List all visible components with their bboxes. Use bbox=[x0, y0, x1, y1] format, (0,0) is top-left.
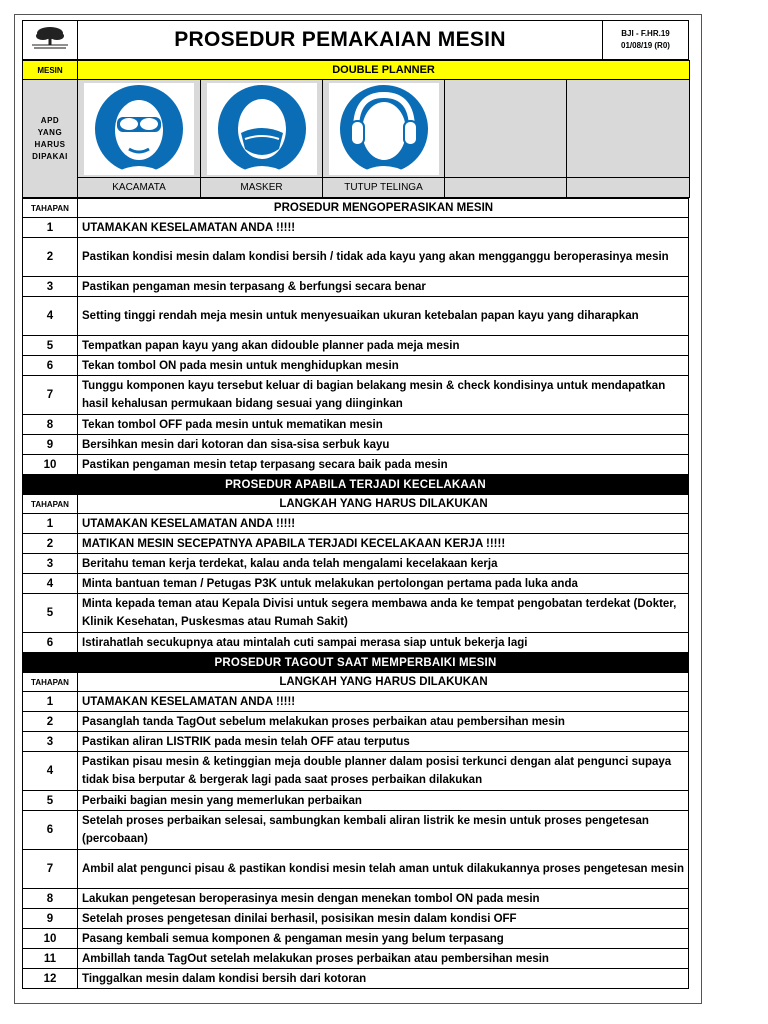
machine-apd-table bbox=[22, 60, 690, 198]
step-text: Pastikan aliran LISTRIK pada mesin telah OFF atau terputus bbox=[78, 732, 689, 752]
face-mask-icon bbox=[207, 83, 317, 175]
step-text: Tekan tombol ON pada mesin untuk menghidupkan mesin bbox=[78, 356, 689, 376]
apd-image-cell bbox=[78, 80, 201, 178]
step-text: Minta kepada teman atau Kepala Divisi untuk segera membawa anda ke tempat pengobatan terdekat (Dokter, Klinik Kesehatan, Puskesmas atau Rumah Sakit) bbox=[78, 594, 689, 633]
step-number: 10 bbox=[23, 929, 78, 949]
step-number: 5 bbox=[23, 336, 78, 356]
step-text: Istirahatlah secukupnya atau mintalah cuti sampai merasa siap untuk bekerja lagi bbox=[78, 633, 689, 653]
step-number: 2 bbox=[23, 238, 78, 277]
step-text: Tekan tombol OFF pada mesin untuk mematikan mesin bbox=[78, 415, 689, 435]
step-text: Beritahu teman kerja terdekat, kalau anda telah mengalami kecelakaan kerja bbox=[78, 554, 689, 574]
step-text: Bersihkan mesin dari kotoran dan sisa-sisa serbuk kayu bbox=[78, 435, 689, 455]
step-text: Perbaiki bagian mesin yang memerlukan perbaikan bbox=[78, 791, 689, 811]
step-number: 10 bbox=[23, 455, 78, 475]
procedure-sheet bbox=[22, 20, 689, 989]
step-number: 4 bbox=[23, 574, 78, 594]
step-text: Minta bantuan teman / Petugas P3K untuk melakukan pertolongan pertama pada luka anda bbox=[78, 574, 689, 594]
safety-glasses-icon bbox=[84, 83, 194, 175]
step-text: UTAMAKAN KESELAMATAN ANDA !!!!! bbox=[78, 514, 689, 534]
step-text: Setelah proses pengetesan dinilai berhasil, posisikan mesin dalam kondisi OFF bbox=[78, 909, 689, 929]
step-number: 5 bbox=[23, 594, 78, 633]
step-number: 9 bbox=[23, 909, 78, 929]
company-logo bbox=[23, 21, 78, 60]
step-text: Pasanglah tanda TagOut sebelum melakukan proses perbaikan atau pembersihan mesin bbox=[78, 712, 689, 732]
apd-label-line: DIPAKAI bbox=[32, 151, 68, 161]
step-text: Pastikan pengaman mesin tetap terpasang secara baik pada mesin bbox=[78, 455, 689, 475]
step-number: 8 bbox=[23, 415, 78, 435]
step-text: Ambillah tanda TagOut setelah melakukan proses perbaikan atau pembersihan mesin bbox=[78, 949, 689, 969]
step-number: 2 bbox=[23, 712, 78, 732]
apd-label-line: YANG bbox=[37, 127, 63, 137]
tree-logo-icon bbox=[28, 24, 72, 52]
procedure-table bbox=[22, 198, 689, 989]
step-text: Pastikan kondisi mesin dalam kondisi bersih / tidak ada kayu yang akan mengganggu beroperasinya mesin bbox=[78, 238, 689, 277]
doc-date: 01/08/19 (R0) bbox=[621, 41, 670, 50]
section-title-bar: PROSEDUR TAGOUT SAAT MEMPERBAIKI MESIN bbox=[23, 653, 689, 673]
ear-protection-icon bbox=[329, 83, 439, 175]
step-number: 1 bbox=[23, 692, 78, 712]
step-text: UTAMAKAN KESELAMATAN ANDA !!!!! bbox=[78, 692, 689, 712]
step-text: Pasang kembali semua komponen & pengaman mesin yang belum terpasang bbox=[78, 929, 689, 949]
step-number: 11 bbox=[23, 949, 78, 969]
step-text: Tempatkan papan kayu yang akan didouble planner pada meja mesin bbox=[78, 336, 689, 356]
header-table bbox=[22, 20, 689, 60]
step-number: 3 bbox=[23, 732, 78, 752]
step-number: 6 bbox=[23, 633, 78, 653]
step-text: Setelah proses perbaikan selesai, sambungkan kembali aliran listrik ke mesin untuk proses pengetesan (percobaan) bbox=[78, 811, 689, 850]
apd-name: MASKER bbox=[201, 178, 323, 198]
step-text: Tunggu komponen kayu tersebut keluar di bagian belakang mesin & check kondisinya untuk mendapatkan hasil kehalusan permukaan bidang sesuai yang diinginkan bbox=[78, 376, 689, 415]
section-heading: PROSEDUR MENGOPERASIKAN MESIN bbox=[78, 199, 689, 218]
section-heading: LANGKAH YANG HARUS DILAKUKAN bbox=[78, 673, 689, 692]
step-number: 7 bbox=[23, 850, 78, 889]
step-number: 3 bbox=[23, 277, 78, 297]
step-number: 4 bbox=[23, 297, 78, 336]
step-number: 3 bbox=[23, 554, 78, 574]
apd-image-cell bbox=[323, 80, 445, 178]
step-text: Tinggalkan mesin dalam kondisi bersih dari kotoran bbox=[78, 969, 689, 989]
step-number: 12 bbox=[23, 969, 78, 989]
apd-image-cell bbox=[201, 80, 323, 178]
apd-image-cell-empty bbox=[567, 80, 690, 178]
step-number: 2 bbox=[23, 534, 78, 554]
apd-name bbox=[567, 178, 690, 198]
step-number: 4 bbox=[23, 752, 78, 791]
step-number: 6 bbox=[23, 356, 78, 376]
step-number: 1 bbox=[23, 218, 78, 238]
step-text: Ambil alat pengunci pisau & pastikan kondisi mesin telah aman untuk dilakukannya proses pengetesan mesin bbox=[78, 850, 689, 889]
step-column-label: TAHAPAN bbox=[23, 199, 78, 218]
mesin-label: MESIN bbox=[23, 61, 78, 80]
step-column-label: TAHAPAN bbox=[23, 495, 78, 514]
step-text: Pastikan pengaman mesin terpasang & berfungsi secara benar bbox=[78, 277, 689, 297]
step-number: 5 bbox=[23, 791, 78, 811]
step-text: Setting tinggi rendah meja mesin untuk menyesuaikan ukuran ketebalan papan kayu yang diharapkan bbox=[78, 297, 689, 336]
step-text: Lakukan pengetesan beroperasinya mesin dengan menekan tombol ON pada mesin bbox=[78, 889, 689, 909]
document-code bbox=[603, 21, 689, 60]
step-text: UTAMAKAN KESELAMATAN ANDA !!!!! bbox=[78, 218, 689, 238]
step-number: 6 bbox=[23, 811, 78, 850]
apd-label bbox=[23, 80, 78, 198]
apd-name: KACAMATA bbox=[78, 178, 201, 198]
doc-code: BJI - F.HR.19 bbox=[621, 29, 670, 38]
page-title: PROSEDUR PEMAKAIAN MESIN bbox=[78, 21, 603, 60]
step-number: 7 bbox=[23, 376, 78, 415]
apd-label-line: HARUS bbox=[34, 139, 66, 149]
step-number: 8 bbox=[23, 889, 78, 909]
step-text: Pastikan pisau mesin & ketinggian meja double planner dalam posisi terkunci dengan alat pengunci supaya tidak bisa berputar & bergerak lagi pada saat proses perbaikan dilakukan bbox=[78, 752, 689, 791]
step-number: 9 bbox=[23, 435, 78, 455]
section-heading: LANGKAH YANG HARUS DILAKUKAN bbox=[78, 495, 689, 514]
step-column-label: TAHAPAN bbox=[23, 673, 78, 692]
step-text: MATIKAN MESIN SECEPATNYA APABILA TERJADI KECELAKAAN KERJA !!!!! bbox=[78, 534, 689, 554]
apd-label-line: APD bbox=[40, 115, 60, 125]
step-number: 1 bbox=[23, 514, 78, 534]
machine-name: DOUBLE PLANNER bbox=[78, 61, 690, 80]
apd-image-cell-empty bbox=[445, 80, 567, 178]
apd-name: TUTUP TELINGA bbox=[323, 178, 445, 198]
apd-name bbox=[445, 178, 567, 198]
section-title-bar: PROSEDUR APABILA TERJADI KECELAKAAN bbox=[23, 475, 689, 495]
